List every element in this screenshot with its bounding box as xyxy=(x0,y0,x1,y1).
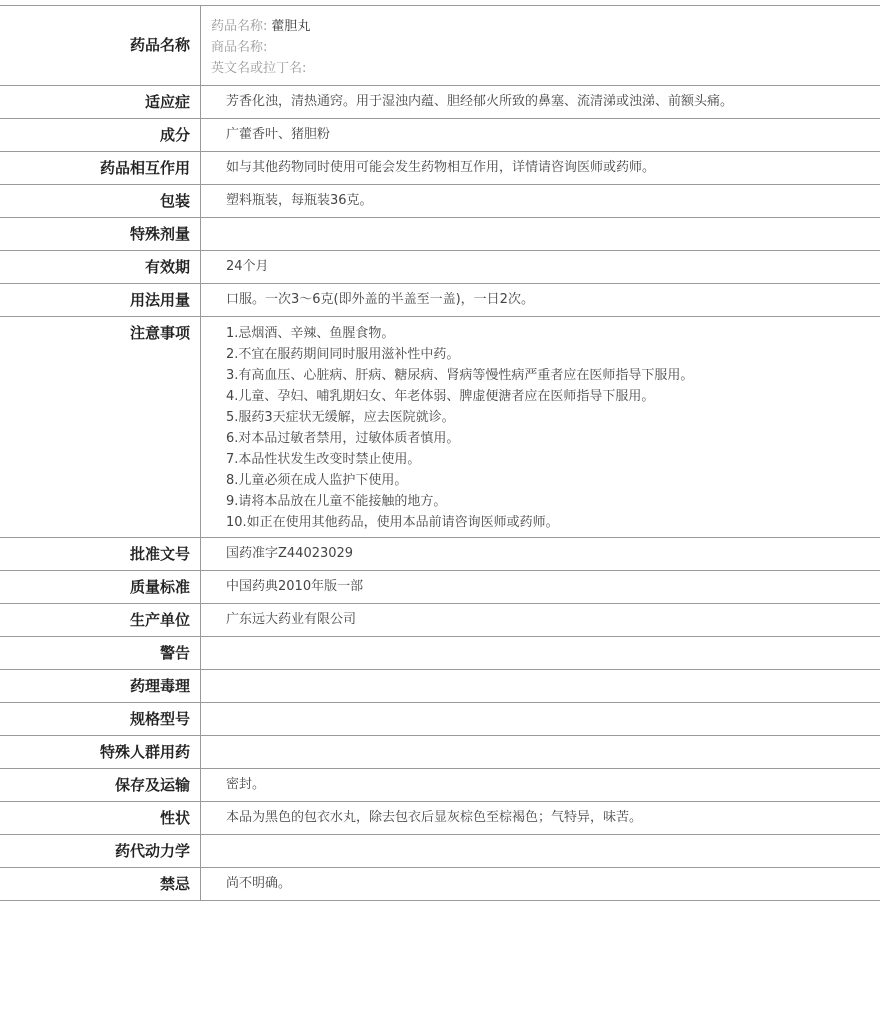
info-row-storage xyxy=(0,769,880,802)
row-label: 特殊人群用药 xyxy=(0,736,201,769)
row-value xyxy=(201,637,880,670)
row-value xyxy=(201,218,880,251)
row-label: 性状 xyxy=(0,802,201,835)
precaution-item: 6.对本品过敏者禁用，过敏体质者慎用。 xyxy=(226,431,460,446)
info-row-manufacturer xyxy=(0,604,880,637)
info-row-description xyxy=(0,802,880,835)
row-label: 药代动力学 xyxy=(0,835,201,868)
row-label: 有效期 xyxy=(0,251,201,284)
row-value: 密封。 xyxy=(226,777,266,792)
row-label: 特殊剂量 xyxy=(0,218,201,251)
info-row-packaging xyxy=(0,185,880,218)
generic-name-line xyxy=(211,16,880,37)
row-label: 适应症 xyxy=(0,86,201,119)
generic-name-key: 药品名称: xyxy=(211,19,268,34)
info-row-precautions xyxy=(0,317,880,538)
row-label: 警告 xyxy=(0,637,201,670)
row-value: 如与其他药物同时使用可能会发生药物相互作用，详情请咨询医师或药师。 xyxy=(226,160,656,175)
info-row-special-dosage xyxy=(0,218,880,251)
row-label: 保存及运输 xyxy=(0,769,201,802)
info-row-specification xyxy=(0,703,880,736)
row-value xyxy=(201,670,880,703)
row-value: 芳香化浊，清热通窍。用于湿浊内蕴、胆经郁火所致的鼻塞、流清涕或浊涕、前额头痛。 xyxy=(226,94,734,109)
row-label: 成分 xyxy=(0,119,201,152)
precaution-item: 8.儿童必须在成人监护下使用。 xyxy=(226,473,408,488)
row-value: 24个月 xyxy=(226,259,269,274)
row-label: 质量标准 xyxy=(0,571,201,604)
row-value: 塑料瓶装，每瓶装36克。 xyxy=(226,193,373,208)
row-value: 广东远大药业有限公司 xyxy=(226,612,357,627)
row-label: 药理毒理 xyxy=(0,670,201,703)
drug-info-table xyxy=(0,5,880,901)
row-value: 广藿香叶、猪胆粉 xyxy=(226,127,331,142)
info-row-indications xyxy=(0,86,880,119)
row-label: 禁忌 xyxy=(0,868,201,901)
row-value: 尚不明确。 xyxy=(226,876,292,891)
precaution-item: 10.如正在使用其他药品，使用本品前请咨询医师或药师。 xyxy=(226,515,559,530)
row-label: 药品相互作用 xyxy=(0,152,201,185)
precaution-item: 5.服药3天症状无缓解，应去医院就诊。 xyxy=(226,410,455,425)
trade-name-key: 商品名称: xyxy=(211,40,268,55)
precaution-item: 3.有高血压、心脏病、肝病、糖尿病、肾病等慢性病严重者应在医师指导下服用。 xyxy=(226,368,694,383)
info-row-ingredients xyxy=(0,119,880,152)
row-label: 规格型号 xyxy=(0,703,201,736)
info-row-usage-dosage xyxy=(0,284,880,317)
row-value xyxy=(201,835,880,868)
row-label: 包装 xyxy=(0,185,201,218)
row-value xyxy=(201,736,880,769)
row-label: 批准文号 xyxy=(0,538,201,571)
info-row-special-populations xyxy=(0,736,880,769)
drug-name-row xyxy=(0,6,880,86)
precaution-item: 1.忌烟酒、辛辣、鱼腥食物。 xyxy=(226,326,395,341)
row-value: 国药准字Z44023029 xyxy=(226,546,354,561)
info-row-approval-number xyxy=(0,538,880,571)
row-label: 药品名称 xyxy=(0,6,201,86)
drug-info-sheet xyxy=(0,5,880,901)
row-label: 生产单位 xyxy=(0,604,201,637)
english-name-line xyxy=(211,58,880,79)
precautions-list xyxy=(201,317,880,538)
info-row-pharmacology xyxy=(0,670,880,703)
info-row-contraindications xyxy=(0,868,880,901)
row-label: 用法用量 xyxy=(0,284,201,317)
precaution-item: 4.儿童、孕妇、哺乳期妇女、年老体弱、脾虚便溏者应在医师指导下服用。 xyxy=(226,389,655,404)
info-row-quality-standard xyxy=(0,571,880,604)
info-row-shelf-life xyxy=(0,251,880,284)
row-label: 注意事项 xyxy=(0,317,201,538)
row-value: 本品为黑色的包衣水丸，除去包衣后显灰棕色至棕褐色；气特异，味苦。 xyxy=(226,810,643,825)
generic-name-value: 藿胆丸 xyxy=(271,19,311,34)
drug-name-values xyxy=(201,6,880,86)
info-row-warning xyxy=(0,637,880,670)
trade-name-line xyxy=(211,37,880,58)
precaution-item: 9.请将本品放在儿童不能接触的地方。 xyxy=(226,494,447,509)
english-name-key: 英文名或拉丁名: xyxy=(211,61,307,76)
info-row-interactions xyxy=(0,152,880,185)
row-value xyxy=(201,703,880,736)
precaution-item: 7.本品性状发生改变时禁止使用。 xyxy=(226,452,421,467)
precaution-item: 2.不宜在服药期间同时服用滋补性中药。 xyxy=(226,347,460,362)
row-value: 中国药典2010年版一部 xyxy=(226,579,364,594)
row-value: 口服。一次3～6克(即外盖的半盖至一盖)，一日2次。 xyxy=(226,292,534,307)
info-row-pharmacokinetics xyxy=(0,835,880,868)
